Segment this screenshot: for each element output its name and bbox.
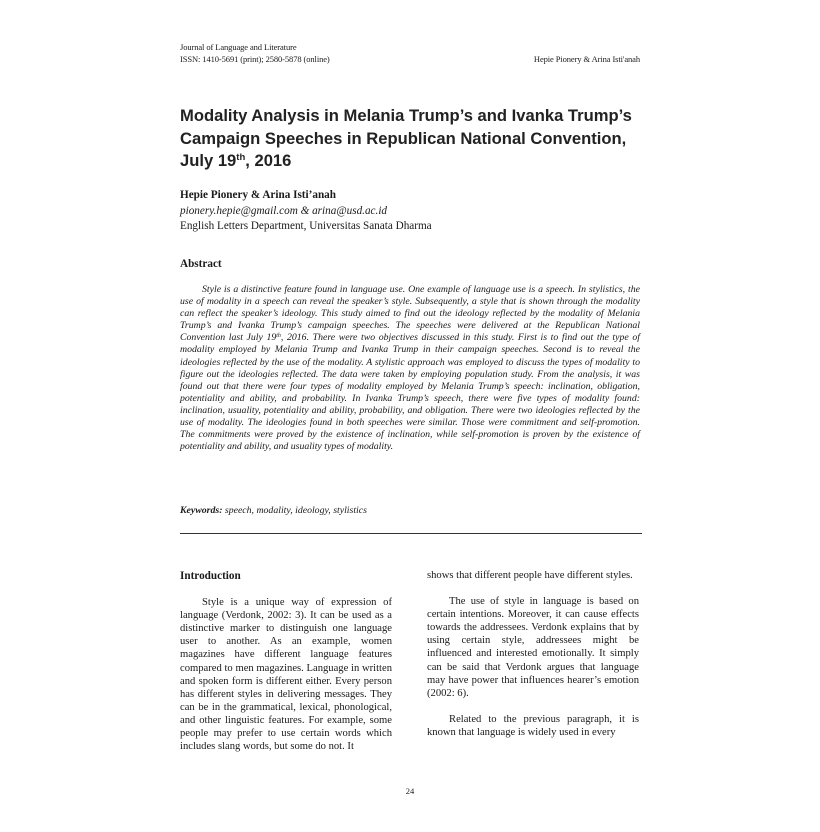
running-header-authors: Hepie Pionery & Arina Isti'anah [533, 54, 640, 64]
section-divider [180, 533, 642, 534]
intro-paragraph-1-continued: shows that different people have different styles. [427, 570, 633, 581]
paper-title [180, 105, 640, 173]
keywords-label: Keywords: [180, 505, 223, 516]
abstract-part-a: Style is a distinctive feature found in language use. One example of language use is a speech. In stylistics, the use of modality in a speech can reveal the speaker’s style. Subsequently, a style that is shown through the modality can reflect the speaker’s ideology. This study aimed to find out the ideology reflected by the modality of Melania Trump’s and Ivanka Trump’s campaign speeches. The speeches were delivered at the Republican National Convention last July 19 [180, 284, 640, 344]
issn: ISSN: 1410-5691 (print); 2580-5878 (online) [180, 54, 330, 64]
intro-paragraph-2: The use of style in language is based on certain intentions. Moreover, it can cause effects towards the addressees. Verdonk explains that by using certain style, addressees might be influenced and interested emotionally. It simply can be said that Verdonk argues that language may have power that influences hearer’s emotion (2002: 6). [427, 596, 639, 699]
author-block [180, 188, 432, 235]
column-left [180, 570, 392, 753]
author-affiliation: English Letters Department, Universitas Sanata Dharma [180, 220, 432, 232]
column-right [427, 569, 639, 739]
page-number: 24 [405, 786, 415, 796]
intro-paragraph-3: Related to the previous paragraph, it is known that language is widely used in every [427, 713, 639, 738]
abstract-superscript: th [276, 333, 281, 340]
keywords-line [180, 505, 367, 516]
journal-name: Journal of Language and Literature [180, 42, 297, 52]
title-main: Modality Analysis in Melania Trump’s and Ivanka Trump’s Campaign Speeches in Republican National Convention, July 19 [180, 106, 632, 170]
abstract-part-b: , 2016. There were two objectives discussed in this study. First is to find out the type of modality employed by Melania Trump and Ivanka Trump in their campaign speeches. Second is to reveal the ideologies reflected by the use of the modality. A stylistic approach was employed to discuss the types of modality to figure out the ideologies reflected. The data were taken by employing population study. From the analysis, it was found out that there were four types of modality employed by Melania Trump’s speech: inclination, obligation, potentiality and ability, and probability. In Ivanka Trump’s speech, there were five types of modality found: inclination, usuality, potentiality and ability, probability, and obligation. There were two ideologies reflected by the use of modality. The ideologies found in both speeches were similar. Those were commitment and self-promotion. The commitments were proved by the existence of inclination, while self-promotion is proven by the existence of potentiality and ability, and usuality types of modality. [180, 332, 640, 453]
introduction-heading: Introduction [180, 570, 241, 582]
title-tail: , 2016 [245, 151, 292, 170]
running-header-left [180, 41, 330, 65]
intro-paragraph-1: Style is a unique way of expression of language (Verdonk, 2002: 3). It can be used as a distinctive marker to distinguish one language user to another. As an example, women magazines have different language features compared to men magazines. Language in written and spoken form is different either. Every person has different styles in delivering messages. They can be in the grammatical, lexical, phonological, and other linguistic features. For example, some people may prefer to use certain words which includes slang words, but some do not. It [180, 597, 392, 753]
abstract-heading: Abstract [180, 258, 222, 270]
title-superscript: th [236, 152, 246, 163]
author-emails: pionery.hepie@gmail.com & arina@usd.ac.id [180, 204, 388, 217]
author-names: Hepie Pionery & Arina Isti’anah [180, 189, 337, 201]
abstract-text [180, 284, 640, 453]
keywords-value: speech, modality, ideology, stylistics [222, 505, 367, 516]
